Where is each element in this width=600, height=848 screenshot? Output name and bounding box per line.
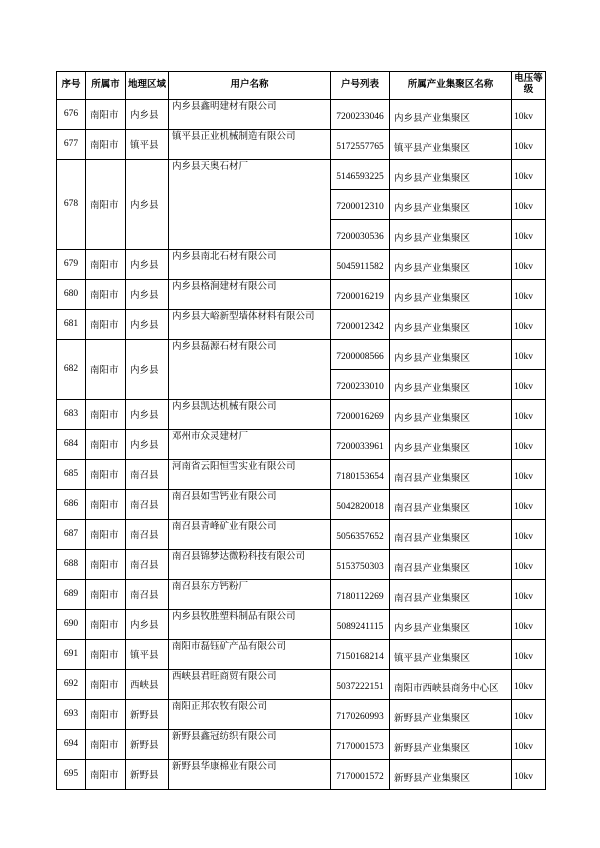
user-cell: 西峡县君旺商贸有限公司 [169, 669, 331, 699]
table-row [57, 459, 546, 489]
index-cell: 683 [57, 399, 86, 429]
cluster-cell: 内乡县产业集聚区 [390, 339, 512, 369]
index-cell: 690 [57, 609, 86, 639]
table-row [57, 309, 546, 339]
cluster-cell: 镇平县产业集聚区 [390, 129, 512, 159]
city-cell: 南阳市 [86, 159, 126, 249]
cluster-cell: 南召县产业集聚区 [390, 549, 512, 579]
city-cell: 南阳市 [86, 429, 126, 459]
index-cell: 679 [57, 249, 86, 279]
voltage-cell: 10kv [512, 519, 546, 549]
region-cell: 新野县 [126, 759, 169, 789]
region-cell: 南召县 [126, 459, 169, 489]
acct-cell: 7200030536 [331, 219, 390, 249]
column-header-city: 所属市 [86, 72, 126, 100]
column-header-index: 序号 [57, 72, 86, 100]
region-cell: 内乡县 [126, 309, 169, 339]
voltage-cell: 10kv [512, 579, 546, 609]
voltage-cell: 10kv [512, 279, 546, 309]
city-cell: 南阳市 [86, 759, 126, 789]
user-cell: 新野县华康棉业有限公司 [169, 759, 331, 789]
region-cell: 南召县 [126, 549, 169, 579]
table-row [57, 99, 546, 129]
city-cell: 南阳市 [86, 639, 126, 669]
region-cell: 内乡县 [126, 339, 169, 399]
acct-cell: 5146593225 [331, 159, 390, 189]
index-cell: 676 [57, 99, 86, 129]
city-cell: 南阳市 [86, 519, 126, 549]
table-row [57, 669, 546, 699]
index-cell: 677 [57, 129, 86, 159]
user-cell: 南召县如雪钙业有限公司 [169, 489, 331, 519]
index-cell: 688 [57, 549, 86, 579]
acct-cell: 7200233010 [331, 369, 390, 399]
region-cell: 内乡县 [126, 399, 169, 429]
region-cell: 南召县 [126, 519, 169, 549]
acct-cell: 7200008566 [331, 339, 390, 369]
user-cell: 南阳市磊钰矿产品有限公司 [169, 639, 331, 669]
user-cell: 镇平县正业机械制造有限公司 [169, 129, 331, 159]
table-row [57, 579, 546, 609]
index-cell: 693 [57, 699, 86, 729]
user-table [56, 71, 546, 790]
acct-cell: 5037222151 [331, 669, 390, 699]
region-cell: 新野县 [126, 729, 169, 759]
voltage-cell: 10kv [512, 759, 546, 789]
user-cell: 内乡县凯达机械有限公司 [169, 399, 331, 429]
region-cell: 南召县 [126, 489, 169, 519]
cluster-cell: 南召县产业集聚区 [390, 489, 512, 519]
voltage-cell: 10kv [512, 369, 546, 399]
cluster-cell: 内乡县产业集聚区 [390, 429, 512, 459]
acct-cell: 7180153654 [331, 459, 390, 489]
region-cell: 新野县 [126, 699, 169, 729]
cluster-cell: 内乡县产业集聚区 [390, 249, 512, 279]
user-cell: 内乡县南北石材有限公司 [169, 249, 331, 279]
voltage-cell: 10kv [512, 99, 546, 129]
region-cell: 内乡县 [126, 99, 169, 129]
acct-cell: 7170001573 [331, 729, 390, 759]
table-row [57, 129, 546, 159]
region-cell: 镇平县 [126, 639, 169, 669]
region-cell: 内乡县 [126, 429, 169, 459]
index-cell: 689 [57, 579, 86, 609]
voltage-cell: 10kv [512, 429, 546, 459]
acct-cell: 7170001572 [331, 759, 390, 789]
user-cell: 内乡县天奥石材厂 [169, 159, 331, 249]
city-cell: 南阳市 [86, 339, 126, 399]
region-cell: 内乡县 [126, 249, 169, 279]
user-cell: 邓州市众灵建材厂 [169, 429, 331, 459]
table-row [57, 639, 546, 669]
voltage-cell: 10kv [512, 189, 546, 219]
index-cell: 687 [57, 519, 86, 549]
city-cell: 南阳市 [86, 309, 126, 339]
index-cell: 681 [57, 309, 86, 339]
voltage-cell: 10kv [512, 249, 546, 279]
acct-cell: 7200012310 [331, 189, 390, 219]
voltage-cell: 10kv [512, 339, 546, 369]
user-cell: 内乡县大峪新型墙体材料有限公司 [169, 309, 331, 339]
user-cell: 内乡县鑫明建材有限公司 [169, 99, 331, 129]
acct-cell: 7150168214 [331, 639, 390, 669]
voltage-cell: 10kv [512, 459, 546, 489]
cluster-cell: 新野县产业集聚区 [390, 729, 512, 759]
table-row [57, 249, 546, 279]
city-cell: 南阳市 [86, 699, 126, 729]
city-cell: 南阳市 [86, 729, 126, 759]
index-cell: 684 [57, 429, 86, 459]
cluster-cell: 内乡县产业集聚区 [390, 609, 512, 639]
index-cell: 692 [57, 669, 86, 699]
acct-cell: 7200233046 [331, 99, 390, 129]
table-header-row [57, 72, 546, 100]
table-row [57, 519, 546, 549]
acct-cell: 7200033961 [331, 429, 390, 459]
cluster-cell: 内乡县产业集聚区 [390, 189, 512, 219]
user-cell: 南召县东方钙粉厂 [169, 579, 331, 609]
user-cell: 内乡县牧胜塑料制品有限公司 [169, 609, 331, 639]
acct-cell: 5172557765 [331, 129, 390, 159]
user-table-body [57, 99, 546, 789]
region-cell: 内乡县 [126, 159, 169, 249]
voltage-cell: 10kv [512, 309, 546, 339]
city-cell: 南阳市 [86, 609, 126, 639]
region-cell: 内乡县 [126, 609, 169, 639]
cluster-cell: 内乡县产业集聚区 [390, 369, 512, 399]
table-row [57, 489, 546, 519]
voltage-cell: 10kv [512, 219, 546, 249]
index-cell: 682 [57, 339, 86, 399]
column-header-voltage: 电压等级 [512, 72, 546, 100]
voltage-cell: 10kv [512, 639, 546, 669]
cluster-cell: 新野县产业集聚区 [390, 699, 512, 729]
index-cell: 680 [57, 279, 86, 309]
table-row [57, 279, 546, 309]
user-cell: 内乡县磊源石材有限公司 [169, 339, 331, 399]
city-cell: 南阳市 [86, 249, 126, 279]
city-cell: 南阳市 [86, 399, 126, 429]
city-cell: 南阳市 [86, 669, 126, 699]
voltage-cell: 10kv [512, 159, 546, 189]
column-header-acct: 户号列表 [331, 72, 390, 100]
column-header-cluster: 所属产业集聚区名称 [390, 72, 512, 100]
city-cell: 南阳市 [86, 489, 126, 519]
user-cell: 南召县青峰矿业有限公司 [169, 519, 331, 549]
acct-cell: 5045911582 [331, 249, 390, 279]
voltage-cell: 10kv [512, 699, 546, 729]
table-row [57, 759, 546, 789]
table-row [57, 699, 546, 729]
acct-cell: 7180112269 [331, 579, 390, 609]
voltage-cell: 10kv [512, 399, 546, 429]
cluster-cell: 内乡县产业集聚区 [390, 219, 512, 249]
table-row [57, 339, 546, 369]
table-row [57, 729, 546, 759]
acct-cell: 7200016269 [331, 399, 390, 429]
table-row [57, 609, 546, 639]
index-cell: 685 [57, 459, 86, 489]
user-cell: 内乡县格涧建材有限公司 [169, 279, 331, 309]
voltage-cell: 10kv [512, 729, 546, 759]
voltage-cell: 10kv [512, 549, 546, 579]
cluster-cell: 镇平县产业集聚区 [390, 639, 512, 669]
table-row [57, 549, 546, 579]
cluster-cell: 内乡县产业集聚区 [390, 279, 512, 309]
column-header-user: 用户名称 [169, 72, 331, 100]
index-cell: 678 [57, 159, 86, 249]
user-cell: 南召县锦梦达微粉科技有限公司 [169, 549, 331, 579]
acct-cell: 5042820018 [331, 489, 390, 519]
table-row [57, 399, 546, 429]
cluster-cell: 内乡县产业集聚区 [390, 159, 512, 189]
user-cell: 南阳正邦农牧有限公司 [169, 699, 331, 729]
voltage-cell: 10kv [512, 669, 546, 699]
city-cell: 南阳市 [86, 129, 126, 159]
table-row [57, 429, 546, 459]
city-cell: 南阳市 [86, 459, 126, 489]
acct-cell: 5056357652 [331, 519, 390, 549]
cluster-cell: 南召县产业集聚区 [390, 459, 512, 489]
cluster-cell: 新野县产业集聚区 [390, 759, 512, 789]
region-cell: 镇平县 [126, 129, 169, 159]
region-cell: 西峡县 [126, 669, 169, 699]
city-cell: 南阳市 [86, 279, 126, 309]
index-cell: 694 [57, 729, 86, 759]
cluster-cell: 南阳市西峡县商务中心区 [390, 669, 512, 699]
user-cell: 新野县鑫冠纺织有限公司 [169, 729, 331, 759]
index-cell: 686 [57, 489, 86, 519]
cluster-cell: 内乡县产业集聚区 [390, 399, 512, 429]
cluster-cell: 内乡县产业集聚区 [390, 99, 512, 129]
region-cell: 内乡县 [126, 279, 169, 309]
acct-cell: 7200016219 [331, 279, 390, 309]
cluster-cell: 南召县产业集聚区 [390, 519, 512, 549]
city-cell: 南阳市 [86, 99, 126, 129]
acct-cell: 7200012342 [331, 309, 390, 339]
acct-cell: 5089241115 [331, 609, 390, 639]
user-cell: 河南省云阳恒雪实业有限公司 [169, 459, 331, 489]
table-row [57, 159, 546, 189]
index-cell: 695 [57, 759, 86, 789]
cluster-cell: 南召县产业集聚区 [390, 579, 512, 609]
city-cell: 南阳市 [86, 549, 126, 579]
acct-cell: 7170260993 [331, 699, 390, 729]
voltage-cell: 10kv [512, 609, 546, 639]
voltage-cell: 10kv [512, 129, 546, 159]
city-cell: 南阳市 [86, 579, 126, 609]
region-cell: 南召县 [126, 579, 169, 609]
column-header-region: 地理区域 [126, 72, 169, 100]
cluster-cell: 内乡县产业集聚区 [390, 309, 512, 339]
index-cell: 691 [57, 639, 86, 669]
voltage-cell: 10kv [512, 489, 546, 519]
acct-cell: 5153750303 [331, 549, 390, 579]
